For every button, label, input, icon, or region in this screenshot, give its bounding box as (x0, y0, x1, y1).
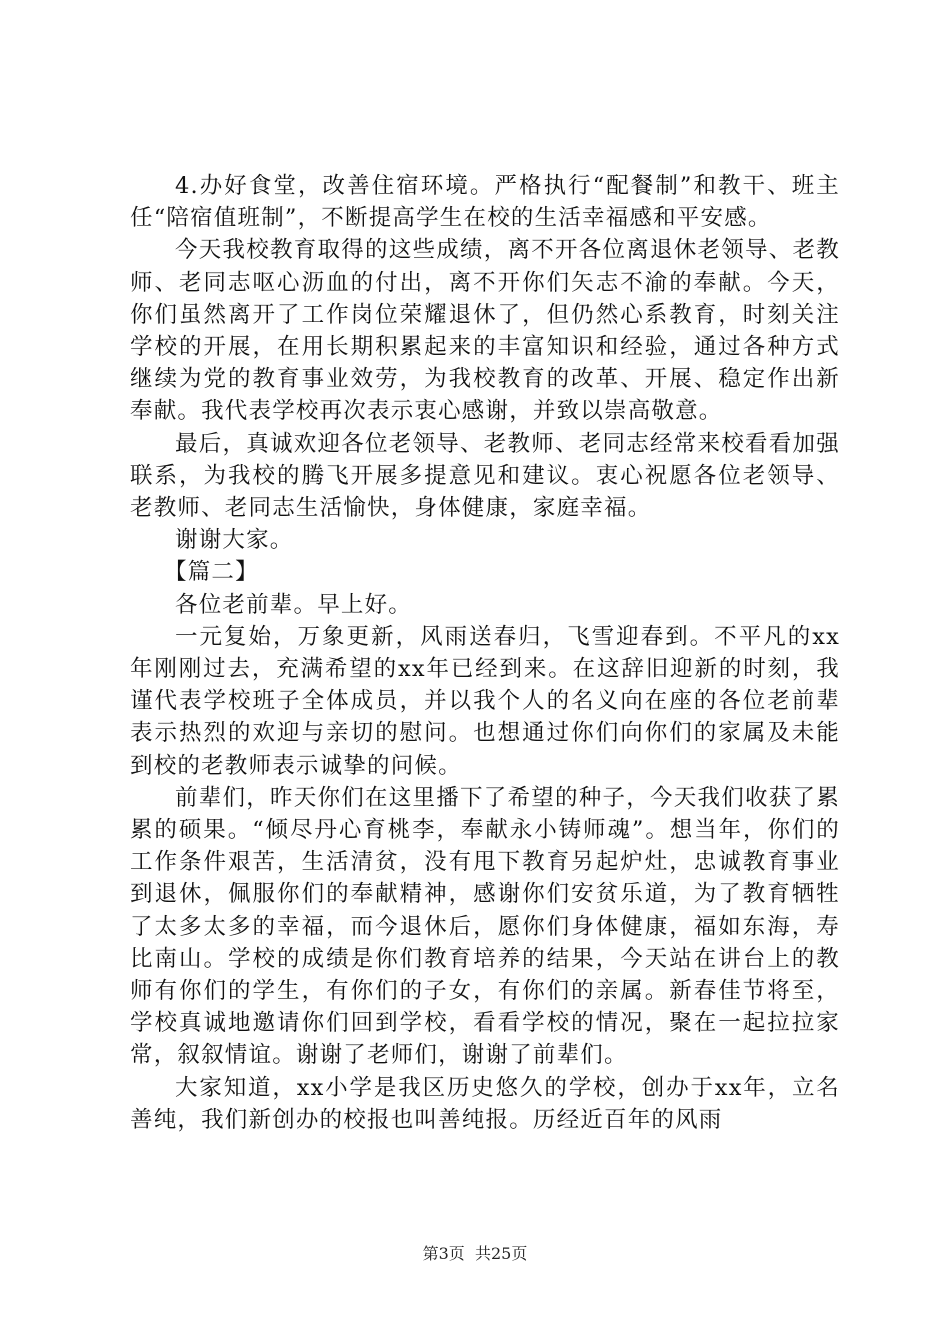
paragraph-thanks: 谢谢大家。 (175, 527, 294, 554)
page-total: 共25页 (474, 1244, 528, 1263)
page-number: 第3页 (422, 1244, 465, 1263)
document-body (130, 170, 840, 1136)
page-footer (0, 1244, 950, 1264)
paragraph-achievements: 今天我校教育取得的这些成绩，离不开各位离退休老领导、老教师、老同志呕心沥血的付出，离不开你们矢志不渝的奉献。今天，你们虽然离开了工作岗位荣耀退休了，但仍然心系教育，时刻关注学校的开展，在用长期积累起来的丰富知识和经验，通过各种方式继续为党的教育事业效劳，为我校教育的改革、开展、稳定作出新奉献。我代表学校再次表示衷心感谢，并致以崇高敬意。 (130, 237, 840, 425)
paragraph-canteen: 4.办好食堂，改善住宿环境。严格执行“配餐制”和教干、班主任“陪宿值班制”，不断提高学生在校的生活幸福感和平安感。 (130, 173, 840, 232)
paragraph-school-history: 大家知道，xx小学是我区历史悠久的学校，创办于xx年，立名善纯，我们新创办的校报也叫善纯报。历经近百年的风雨 (130, 1074, 840, 1133)
section-heading: 【篇二】 (164, 559, 259, 586)
paragraph-greeting: 各位老前辈。早上好。 (175, 591, 413, 618)
paragraph-new-year: 一元复始，万象更新，风雨送春归，飞雪迎春到。不平凡的xx年刚刚过去，充满希望的xx年已经到来。在这辞旧迎新的时刻，我谨代表学校班子全体成员，并以我个人的名义向在座的各位老前辈表示热烈的欢迎与亲切的慰问。也想通过你们向你们的家属及未能到校的老教师表示诚挚的问候。 (130, 623, 840, 779)
paragraph-seniors: 前辈们，昨天你们在这里播下了希望的种子，今天我们收获了累累的硕果。“倾尽丹心育桃李，奉献永小铸师魂”。想当年，你们的工作条件艰苦，生活清贫，没有甩下教育另起炉灶，忠诚教育事业到退休，佩服你们的奉献精神，感谢你们安贫乐道，为了教育牺牲了太多太多的幸福，而今退休后，愿你们身体健康，福如东海，寿比南山。学校的成绩是你们教育培养的结果，今天站在讲台上的教师有你们的学生，有你们的子女，有你们的亲属。新春佳节将至，学校真诚地邀请你们回到学校，看看学校的情况，聚在一起拉拉家常，叙叙情谊。谢谢了老师们，谢谢了前辈们。 (130, 784, 840, 1069)
paragraph-closing: 最后，真诚欢迎各位老领导、老教师、老同志经常来校看看加强联系，为我校的腾飞开展多提意见和建议。衷心祝愿各位老领导、老教师、老同志生活愉快，身体健康，家庭幸福。 (130, 430, 840, 522)
